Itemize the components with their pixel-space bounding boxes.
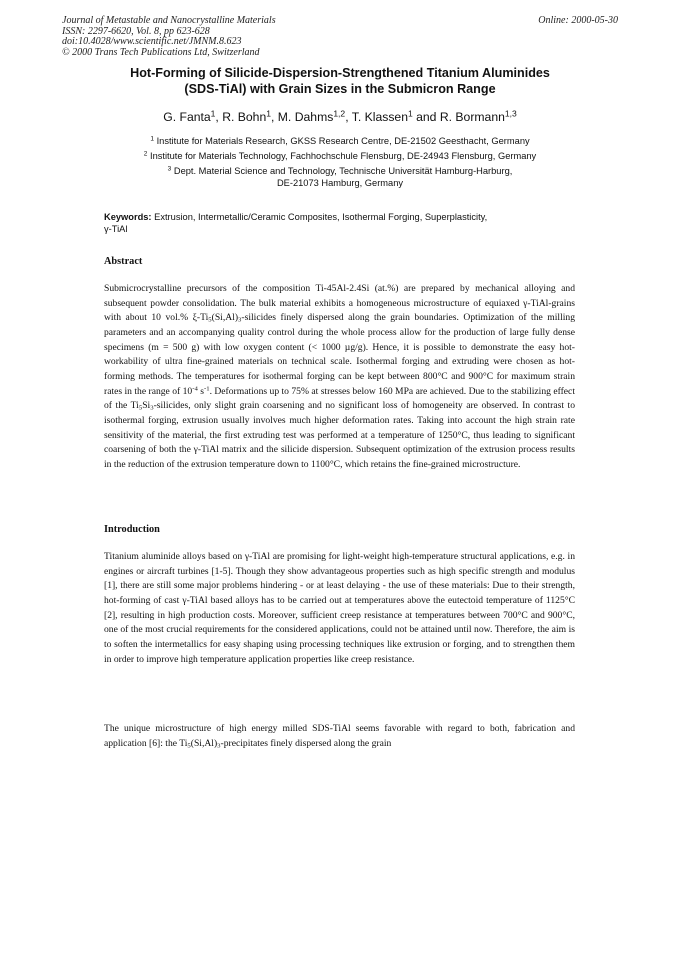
affiliations <box>62 136 618 190</box>
abstract-body <box>104 282 575 473</box>
affiliation: $^2$ Institute for Materials Technology, Fachhochschule Flensburg, DE-24943 Flensburg, Germany <box>143 150 537 162</box>
title-line-1: Hot-Forming of Silicide-Dispersion-Strengthened Titanium Aluminides <box>130 66 550 80</box>
keywords <box>104 212 574 235</box>
affiliation: $^3$ Dept. Material Science and Technology, Technische Universität Hamburg-Harburg, DE-21073 Hamburg, Germany <box>167 165 513 188</box>
paper-title <box>62 66 618 97</box>
author-list <box>62 110 618 124</box>
introduction-heading: Introduction <box>104 524 160 535</box>
author-separator: , <box>215 110 223 124</box>
title-line-2: (SDS-TiAl) with Grain Sizes in the Submicron Range <box>184 81 496 96</box>
online-date: Online: 2000-05-30 <box>538 15 618 26</box>
keywords-text-cont: γ-TiAl <box>104 223 128 234</box>
introduction-body <box>104 550 575 667</box>
introduction-body-2 <box>104 722 575 751</box>
keywords-text: Extrusion, Intermetallic/Ceramic Composites, Isothermal Forging, Superplasticity, <box>154 212 488 222</box>
author: M. Dahms$^{1,2}$ <box>277 108 346 124</box>
doi-line: doi:10.4028/www.scientific.net/JMNM.8.623 <box>62 36 242 47</box>
introduction-paragraph-2: The unique microstructure of high energy milled SDS-TiAl seems favorable with regard to both, fabrication and application [6]: the $Ti_5(Si,Al)_3$-precipitates finely dispersed along the grain <box>104 723 575 750</box>
author-separator: , <box>271 110 278 124</box>
abstract-paragraph: Submicrocrystalline precursors of the composition Ti-45Al-2.4Si (at.%) are prepared by mechanical alloying and subsequent powder consolidation. The bulk material exhibits a homogeneous microstructure of equiaxed γ-TiAl-grains with about 10 vol.% $\xi-Ti_5(Si,Al)_3$-silicides finely dispersed along the grain boundaries. Optimization of the milling parameters and an accompanying quality control during the whole process allow for the production of large fully dense specimens (m = 500 g) with low oxygen content (< 1000 µg/g). Hence, it is possible to demonstrate the easy hot-workability of ultra fine-grained materials on technical scale. Isothermal forging and extruding were chosen as hot-forming methods. The temperatures for isothermal forging can be kept between 800°C and 900°C for maximum strain rates in the range of $10^{-4}$ $s^{-1}$. Deformations up to 75% at stresses below 160 MPa are achieved. Due to the stabilizing effect of the $Ti_5Si_3$-silicides, only slight grain coarsening and no significant loss of homogeneity are observed. In contrast to isothermal forging, extrusion usually involves much higher deformation rates. Taking into account the high strain rate sensitivity of the material, the first extruding test was performed at a temperature of 1250°C, thus leading to significant coarsening of both the γ-TiAl matrix and the silicide dispersion. Subsequent optimization of the extrusion process results in the reduction of the extrusion temperature down to 1100°C, which retains the fine-grained microstructure. <box>104 283 575 470</box>
issn-line: ISSN: 2297-6620, Vol. 8, pp 623-628 <box>62 25 210 37</box>
author: R. Bohn$^1$ <box>222 108 271 124</box>
keywords-label: Keywords: <box>104 212 152 222</box>
journal-name: Journal of Metastable and Nanocrystalline Materials <box>62 15 276 26</box>
author-separator: and <box>412 110 440 124</box>
copyright-line: © 2000 Trans Tech Publications Ltd, Switzerland <box>62 46 260 58</box>
journal-header <box>62 16 618 58</box>
author: R. Bormann$^{1,3}$ <box>439 108 517 124</box>
abstract-heading: Abstract <box>104 256 143 267</box>
author: T. Klassen$^1$ <box>351 108 413 124</box>
author: G. Fanta$^1$ <box>163 108 216 124</box>
introduction-paragraph-1: Titanium aluminide alloys based on γ-TiAl are promising for light-weight high-temperature structural applications, e.g. in engines or aircraft turbines [1-5]. Though they show advantageous properties such as high specific strength and modulus [1], there are still some major problems hindering - or at least delaying - the use of these materials: Due to their strength, hot-forming of cast γ-TiAl based alloys has to be carried out at temperatures above the eutectoid temperature of 1125°C [2], resulting in high production costs. Moreover, sufficient creep resistance at temperatures between 700°C and 900°C, one of the most crucial requirements for the considered applications, could not be attained until now. Therefore, the aim is to soften the intermetallics for easy shaping using processing techniques like extrusion or forging, and to strengthen them in order to improve high temperature application properties like creep resistance. <box>104 551 575 665</box>
author-separator: , <box>345 110 352 124</box>
affiliation: $^1$ Institute for Materials Research, GKSS Research Centre, DE-21502 Geesthacht, Germany <box>150 135 530 146</box>
